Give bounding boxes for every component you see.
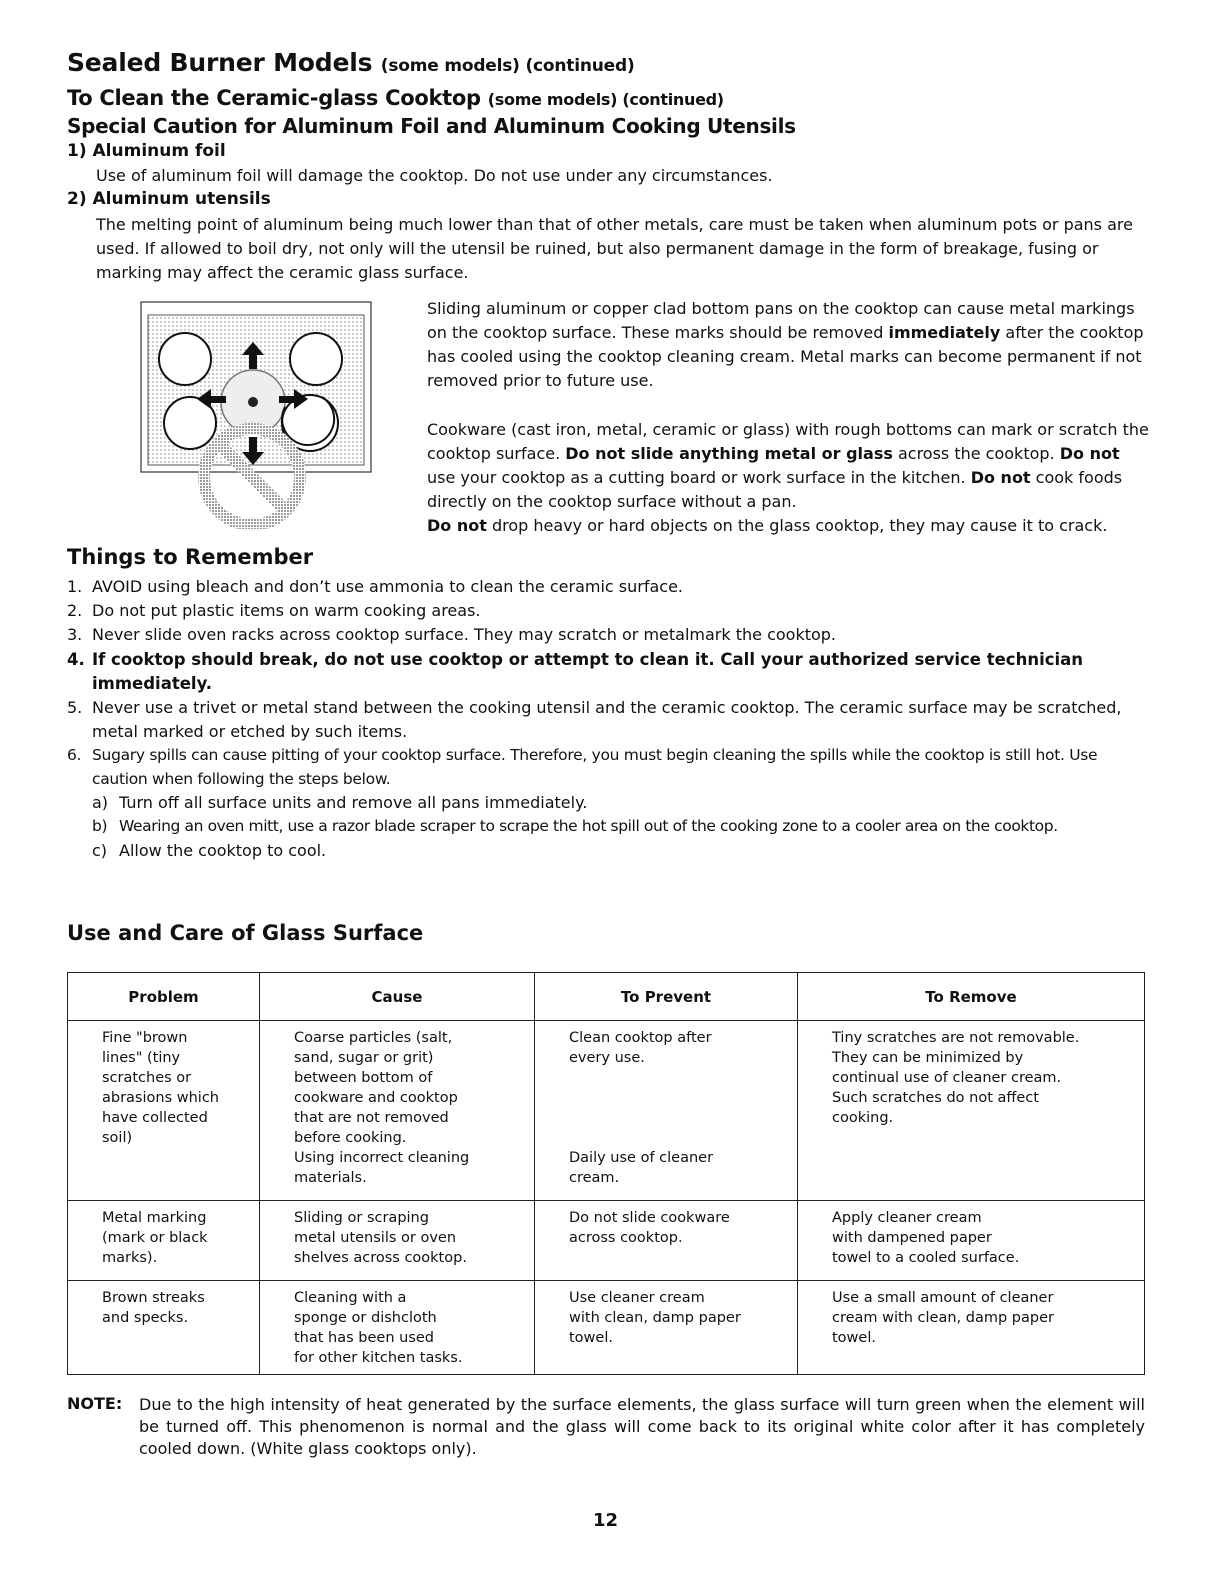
cell-line: Sliding or scraping <box>294 1210 429 1226</box>
table-cell-prevent <box>535 1281 798 1375</box>
cell-line: and specks. <box>102 1310 189 1326</box>
cell-line <box>569 1108 783 1128</box>
cell-line: sponge or dishcloth <box>294 1310 437 1326</box>
sub-list-item <box>92 792 1152 813</box>
caution-paragraph-2 <box>427 418 1149 514</box>
list-item <box>67 743 1147 791</box>
table-cell-remove <box>798 1201 1145 1281</box>
column-header: To Remove <box>798 973 1145 1021</box>
cell-line: with clean, damp paper <box>569 1310 741 1326</box>
table-header-row <box>68 973 1145 1021</box>
cell-line: with dampened paper <box>832 1230 992 1246</box>
cooktop-no-slide-illustration <box>140 297 372 529</box>
list-text: Allow the cooktop to cool. <box>119 841 327 860</box>
table-row <box>68 1281 1145 1375</box>
section-title <box>67 86 724 110</box>
cell-line: marks). <box>102 1250 158 1266</box>
caution-paragraph-3 <box>427 515 1149 536</box>
cell-line: cookware and cooktop <box>294 1090 458 1106</box>
subtitle-sub: (some models) (continued) <box>487 90 724 109</box>
cell-line: scratches or <box>102 1070 192 1086</box>
text-run: Sliding aluminum or copper clad bottom pans on the cooktop can cause metal markings on the cooktop surface. These marks should be removed <box>427 299 1135 342</box>
text-run: cook foods directly on the cooktop surface without a pan. <box>427 468 1123 511</box>
table-cell-prevent <box>535 1021 798 1201</box>
cell-line: shelves across cooktop. <box>294 1250 467 1266</box>
text-run: after the cooktop has cooled using the cooktop cleaning cream. Metal marks can become permanent if not removed prior to future use. <box>427 323 1144 390</box>
cell-line: Use a small amount of cleaner <box>832 1290 1054 1306</box>
table-row <box>68 1201 1145 1281</box>
column-header: Problem <box>68 973 260 1021</box>
note-label: NOTE: <box>67 1394 123 1413</box>
note-text: Due to the high intensity of heat generated by the surface elements, the glass surface will turn green when the element will be turned off. This phenomenon is normal and the glass will come back to its original white color after it has completely cooled down. (White glass cooktops only). <box>139 1395 1145 1458</box>
cell-line: Do not slide cookware <box>569 1210 730 1226</box>
cell-line: Cleaning with a <box>294 1290 407 1306</box>
cell-line: Such scratches do not affect <box>832 1090 1039 1106</box>
cell-line: Daily use of cleaner <box>569 1150 714 1166</box>
cell-line: abrasions which <box>102 1090 219 1106</box>
page-title <box>67 48 635 77</box>
table-cell-cause <box>260 1281 535 1375</box>
caution-item-1-title: 1) Aluminum foil <box>67 141 226 161</box>
list-number: a) <box>92 793 109 812</box>
list-text: If cooktop should break, do not use cooktop or attempt to clean it. Call your authorized service technician immediately. <box>92 650 1084 693</box>
cell-line: Apply cleaner cream <box>832 1210 982 1226</box>
caution-item-1-text: Use of aluminum foil will damage the cooktop. Do not use under any circumstances. <box>96 166 773 185</box>
list-text: Never slide oven racks across cooktop surface. They may scratch or metalmark the cooktop. <box>92 625 837 644</box>
list-item <box>67 696 1147 744</box>
list-text: Never use a trivet or metal stand between the cooking utensil and the ceramic cooktop. The ceramic surface may be scratched, metal marked or etched by such items. <box>92 698 1122 741</box>
cell-line: Metal marking <box>102 1210 207 1226</box>
cell-line: soil) <box>102 1130 133 1146</box>
cell-line: towel. <box>569 1330 613 1346</box>
cell-line <box>569 1128 783 1148</box>
cell-line: Clean cooktop after <box>569 1030 712 1046</box>
text-run-bold: Do not <box>970 468 1031 487</box>
cell-line: towel to a cooled surface. <box>832 1250 1020 1266</box>
list-text: AVOID using bleach and don’t use ammonia to clean the ceramic surface. <box>92 577 684 596</box>
cell-line: cooking. <box>832 1110 894 1126</box>
list-number: b) <box>92 817 108 835</box>
things-heading: Things to Remember <box>67 545 314 569</box>
table-cell-problem <box>68 1281 260 1375</box>
cell-line: metal utensils or oven <box>294 1230 457 1246</box>
table-cell-problem <box>68 1201 260 1281</box>
list-number: 4. <box>67 650 85 669</box>
text-run-bold: Do not <box>1059 444 1120 463</box>
sub-list-item <box>92 816 1152 837</box>
text-run: Cookware (cast iron, metal, ceramic or glass) with rough bottoms can mark or scratch the cooktop surface. <box>427 420 1149 463</box>
table-cell-prevent <box>535 1201 798 1281</box>
text-run-bold: immediately <box>888 323 1001 342</box>
list-number: 3. <box>67 625 83 644</box>
cell-line: towel. <box>832 1330 876 1346</box>
text-run-bold: Do not slide anything metal or glass <box>565 444 893 463</box>
cell-line <box>569 1088 783 1108</box>
list-number: c) <box>92 841 108 860</box>
cell-line: that are not removed <box>294 1110 449 1126</box>
table-cell-cause <box>260 1201 535 1281</box>
cell-line: Using incorrect cleaning <box>294 1150 470 1166</box>
title-main: Sealed Burner Models <box>67 48 373 77</box>
column-header: To Prevent <box>535 973 798 1021</box>
cell-line: lines" (tiny <box>102 1050 181 1066</box>
list-text: Turn off all surface units and remove all pans immediately. <box>119 793 588 812</box>
list-item <box>67 648 1147 696</box>
glass-heading: Use and Care of Glass Surface <box>67 921 424 945</box>
text-run: use your cooktop as a cutting board or work surface in the kitchen. <box>427 468 971 487</box>
cell-line: Fine "brown <box>102 1030 188 1046</box>
cell-line: cream. <box>569 1170 620 1186</box>
title-sub: (some models) (continued) <box>380 56 635 76</box>
table-row <box>68 1021 1145 1201</box>
text-run-bold: Do not <box>427 516 487 535</box>
sub-list-item <box>92 840 1152 861</box>
list-number: 5. <box>67 698 83 717</box>
cell-line: They can be minimized by <box>832 1050 1024 1066</box>
list-text: Wearing an oven mitt, use a razor blade scraper to scrape the hot spill out of the cooking zone to a cooler area on the cooktop. <box>119 817 1058 835</box>
cell-line <box>569 1068 783 1088</box>
list-item <box>67 600 1147 621</box>
glass-care-table <box>67 972 1145 1375</box>
cell-line: before cooking. <box>294 1130 407 1146</box>
column-header: Cause <box>260 973 535 1021</box>
table-cell-problem <box>68 1021 260 1201</box>
list-text: Sugary spills can cause pitting of your cooktop surface. Therefore, you must begin cleaning the spills while the cooktop is still hot. Use caution when following the steps below. <box>92 746 1098 788</box>
list-item <box>67 624 1147 645</box>
subtitle-main: To Clean the Ceramic-glass Cooktop <box>67 86 481 110</box>
cell-line: have collected <box>102 1110 208 1126</box>
table-cell-remove <box>798 1021 1145 1201</box>
cell-line: (mark or black <box>102 1230 208 1246</box>
list-text: Do not put plastic items on warm cooking areas. <box>92 601 481 620</box>
cell-line: materials. <box>294 1170 367 1186</box>
list-item <box>67 576 1147 597</box>
caution-heading: Special Caution for Aluminum Foil and Aluminum Cooking Utensils <box>67 114 796 138</box>
table-cell-cause <box>260 1021 535 1201</box>
cell-line: that has been used <box>294 1330 435 1346</box>
cell-line: Use cleaner cream <box>569 1290 705 1306</box>
caution-paragraph-1 <box>427 297 1147 393</box>
cell-line: continual use of cleaner cream. <box>832 1070 1062 1086</box>
list-number: 6. <box>67 746 82 764</box>
list-number: 2. <box>67 601 83 620</box>
table-cell-remove <box>798 1281 1145 1375</box>
cell-line: between bottom of <box>294 1070 433 1086</box>
cell-line: sand, sugar or grit) <box>294 1050 434 1066</box>
caution-item-2-title: 2) Aluminum utensils <box>67 189 271 209</box>
list-number: 1. <box>67 577 83 596</box>
cell-line: for other kitchen tasks. <box>294 1350 463 1366</box>
text-run: across the cooktop. <box>892 444 1060 463</box>
caution-item-2-text: The melting point of aluminum being much lower than that of other metals, care must be taken when aluminum pots or pans are used. If allowed to boil dry, not only will the utensil be ruined, but also permanent damage in the form of breakage, fusing or marking may affect the ceramic glass surface. <box>96 215 1133 282</box>
cell-line: Coarse particles (salt, <box>294 1030 453 1046</box>
page-number: 12 <box>592 1510 619 1531</box>
cell-line: cream with clean, damp paper <box>832 1310 1054 1326</box>
cell-line: every use. <box>569 1050 645 1066</box>
cell-line: Tiny scratches are not removable. <box>832 1030 1080 1046</box>
cell-line: Brown streaks <box>102 1290 205 1306</box>
text-run: drop heavy or hard objects on the glass cooktop, they may cause it to crack. <box>486 516 1108 535</box>
cell-line: across cooktop. <box>569 1230 683 1246</box>
